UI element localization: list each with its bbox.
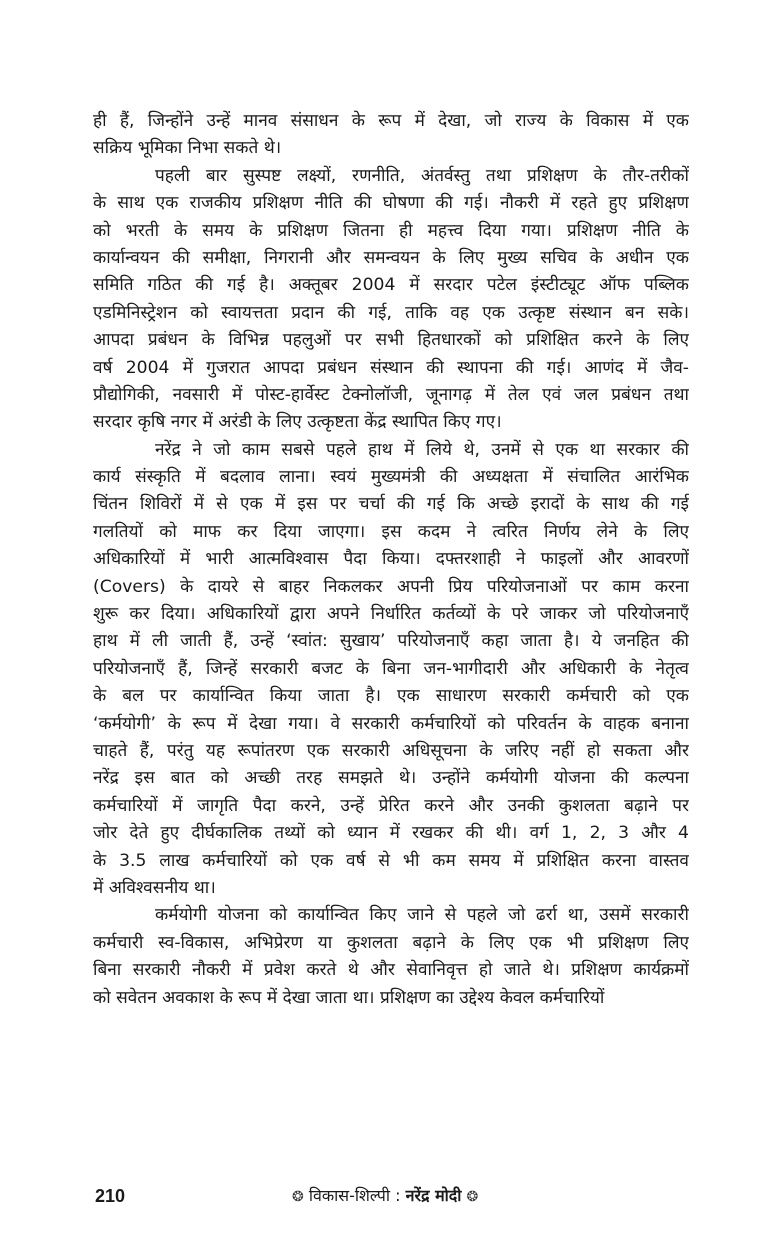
flower-ornament-icon: ❂ [466, 1189, 479, 1205]
running-title [292, 1183, 478, 1210]
text-line: समिति गठित की गई है। अक्तूबर 2004 में सरदार पटेल इंस्टीट्यूट ऑफ पब्लिक [93, 275, 689, 296]
text-line: कर्मयोगी योजना को कार्यान्वित किए जाने से पहले जो ढर्रा था, उसमें सरकारी [155, 905, 689, 926]
text-line: कर्मचारी स्व-विकास, अभिप्रेरण या कुशलता बढ़ाने के लिए एक भी प्रशिक्षण लिए [93, 932, 689, 953]
text-line: के 3.5 लाख कर्मचारियों को एक वर्ष से भी कम समय में प्रशिक्षित करना वास्तव [93, 850, 689, 871]
text-line: एडमिनिस्ट्रेशन को स्वायत्तता प्रदान की गई, ताकि वह एक उत्कृष्ट संस्थान बन सके। [93, 302, 689, 323]
text-line: ‘कर्मयोगी’ के रूप में देखा गया। वे सरकारी कर्मचारियों को परिवर्तन के वाहक बनाना [93, 713, 689, 734]
text-line: को सवेतन अवकाश के रूप में देखा जाता था। प्रशिक्षण का उद्देश्य केवल कर्मचारियों [93, 987, 605, 1008]
paragraph [93, 163, 689, 437]
page-body [93, 108, 689, 1012]
text-line: जोर देते हुए दीर्घकालिक तथ्यों को ध्यान में रखकर की थी। वर्ग 1, 2, 3 और 4 [93, 823, 689, 844]
text-line: ही हैं, जिन्होंने उन्हें मानव संसाधन के रूप में देखा, जो राज्य के विकास में एक [93, 111, 689, 131]
text-line: नरेंद्र इस बात को अच्छी तरह समझते थे। उन्होंने कर्मयोगी योजना की कल्पना [93, 768, 689, 789]
page-footer [93, 1183, 689, 1211]
text-line: सक्रिय भूमिका निभा सकते थे। [93, 138, 282, 159]
paragraph [93, 437, 689, 903]
page-number: 210 [95, 1186, 126, 1206]
text-line: के साथ एक राजकीय प्रशिक्षण नीति की घोषणा की गई। नौकरी में रहते हुए प्रशिक्षण [93, 193, 689, 214]
text-line: पहली बार सुस्पष्ट लक्ष्यों, रणनीति, अंतर्वस्तु तथा प्रशिक्षण के तौर-तरीकों [155, 165, 689, 186]
text-line: कार्यान्वयन की समीक्षा, निगरानी और समन्वयन के लिए मुख्य सचिव के अधीन एक [93, 247, 689, 268]
text-line: शुरू कर दिया। अधिकारियों द्वारा अपने निर्धारित कर्तव्यों के परे जाकर जो परियोजनाएँ [93, 604, 689, 625]
book-title: विकास-शिल्पी : [308, 1186, 401, 1205]
text-line: प्रौद्योगिकी, नवसारी में पोस्ट-हार्वेस्ट टेक्नोलॉजी, जूनागढ़ में तेल एवं जल प्रबंधन तथा [93, 384, 689, 405]
text-line: आपदा प्रबंधन के विभिन्न पहलुओं पर सभी हितधारकों को प्रशिक्षित करने के लिए [93, 330, 689, 351]
text-line: सरदार कृषि नगर में अरंडी के लिए उत्कृष्टता केंद्र स्थापित किए गए। [93, 412, 502, 433]
text-line: कार्य संस्कृति में बदलाव लाना। स्वयं मुख्यमंत्री की अध्यक्षता में संचालित आरंभिक [93, 467, 689, 488]
text-line: को भरती के समय के प्रशिक्षण जितना ही महत्त्व दिया गया। प्रशिक्षण नीति के [93, 220, 689, 241]
text-line: बिना सरकारी नौकरी में प्रवेश करते थे और सेवानिवृत्त हो जाते थे। प्रशिक्षण कार्यक्रमों [93, 960, 689, 981]
paragraph [93, 108, 689, 163]
author-name: नरेंद्र मोदी [405, 1186, 462, 1205]
text-line: अधिकारियों में भारी आत्मविश्वास पैदा किया। दफ्तरशाही ने फाइलों और आवरणों [93, 549, 689, 570]
text-line: वर्ष 2004 में गुजरात आपदा प्रबंधन संस्थान की स्थापना की गई। आणंद में जैव- [93, 357, 689, 378]
text-line: गलतियों को माफ कर दिया जाएगा। इस कदम ने त्वरित निर्णय लेने के लिए [93, 521, 689, 542]
text-line: (Covers) के दायरे से बाहर निकलकर अपनी प्रिय परियोजनाओं पर काम करना [93, 576, 689, 597]
text-line: के बल पर कार्यान्वित किया जाता है। एक साधारण सरकारी कर्मचारी को एक [93, 686, 689, 707]
text-line: हाथ में ली जाती हैं, उन्हें ‘स्वांत: सुखाय’ परियोजनाएँ कहा जाता है। ये जनहित की [93, 631, 689, 652]
text-line: चिंतन शिविरों में से एक में इस पर चर्चा की गई कि अच्छे इरादों के साथ की गई [93, 494, 689, 515]
text-line: नरेंद्र ने जो काम सबसे पहले हाथ में लिये थे, उनमें से एक था सरकार की [155, 439, 689, 460]
text-line: में अविश्वसनीय था। [93, 877, 216, 898]
text-line: चाहते हैं, परंतु यह रूपांतरण एक सरकारी अधिसूचना के जरिए नहीं हो सकता और [93, 740, 689, 761]
flower-ornament-icon: ❂ [292, 1189, 304, 1205]
paragraph [93, 902, 689, 1012]
text-line: परियोजनाएँ हैं, जिन्हें सरकारी बजट के बिना जन-भागीदारी और अधिकारी के नेतृत्व [93, 658, 689, 679]
text-line: कर्मचारियों में जागृति पैदा करने, उन्हें प्रेरित करने और उनकी कुशलता बढ़ाने पर [93, 795, 689, 816]
